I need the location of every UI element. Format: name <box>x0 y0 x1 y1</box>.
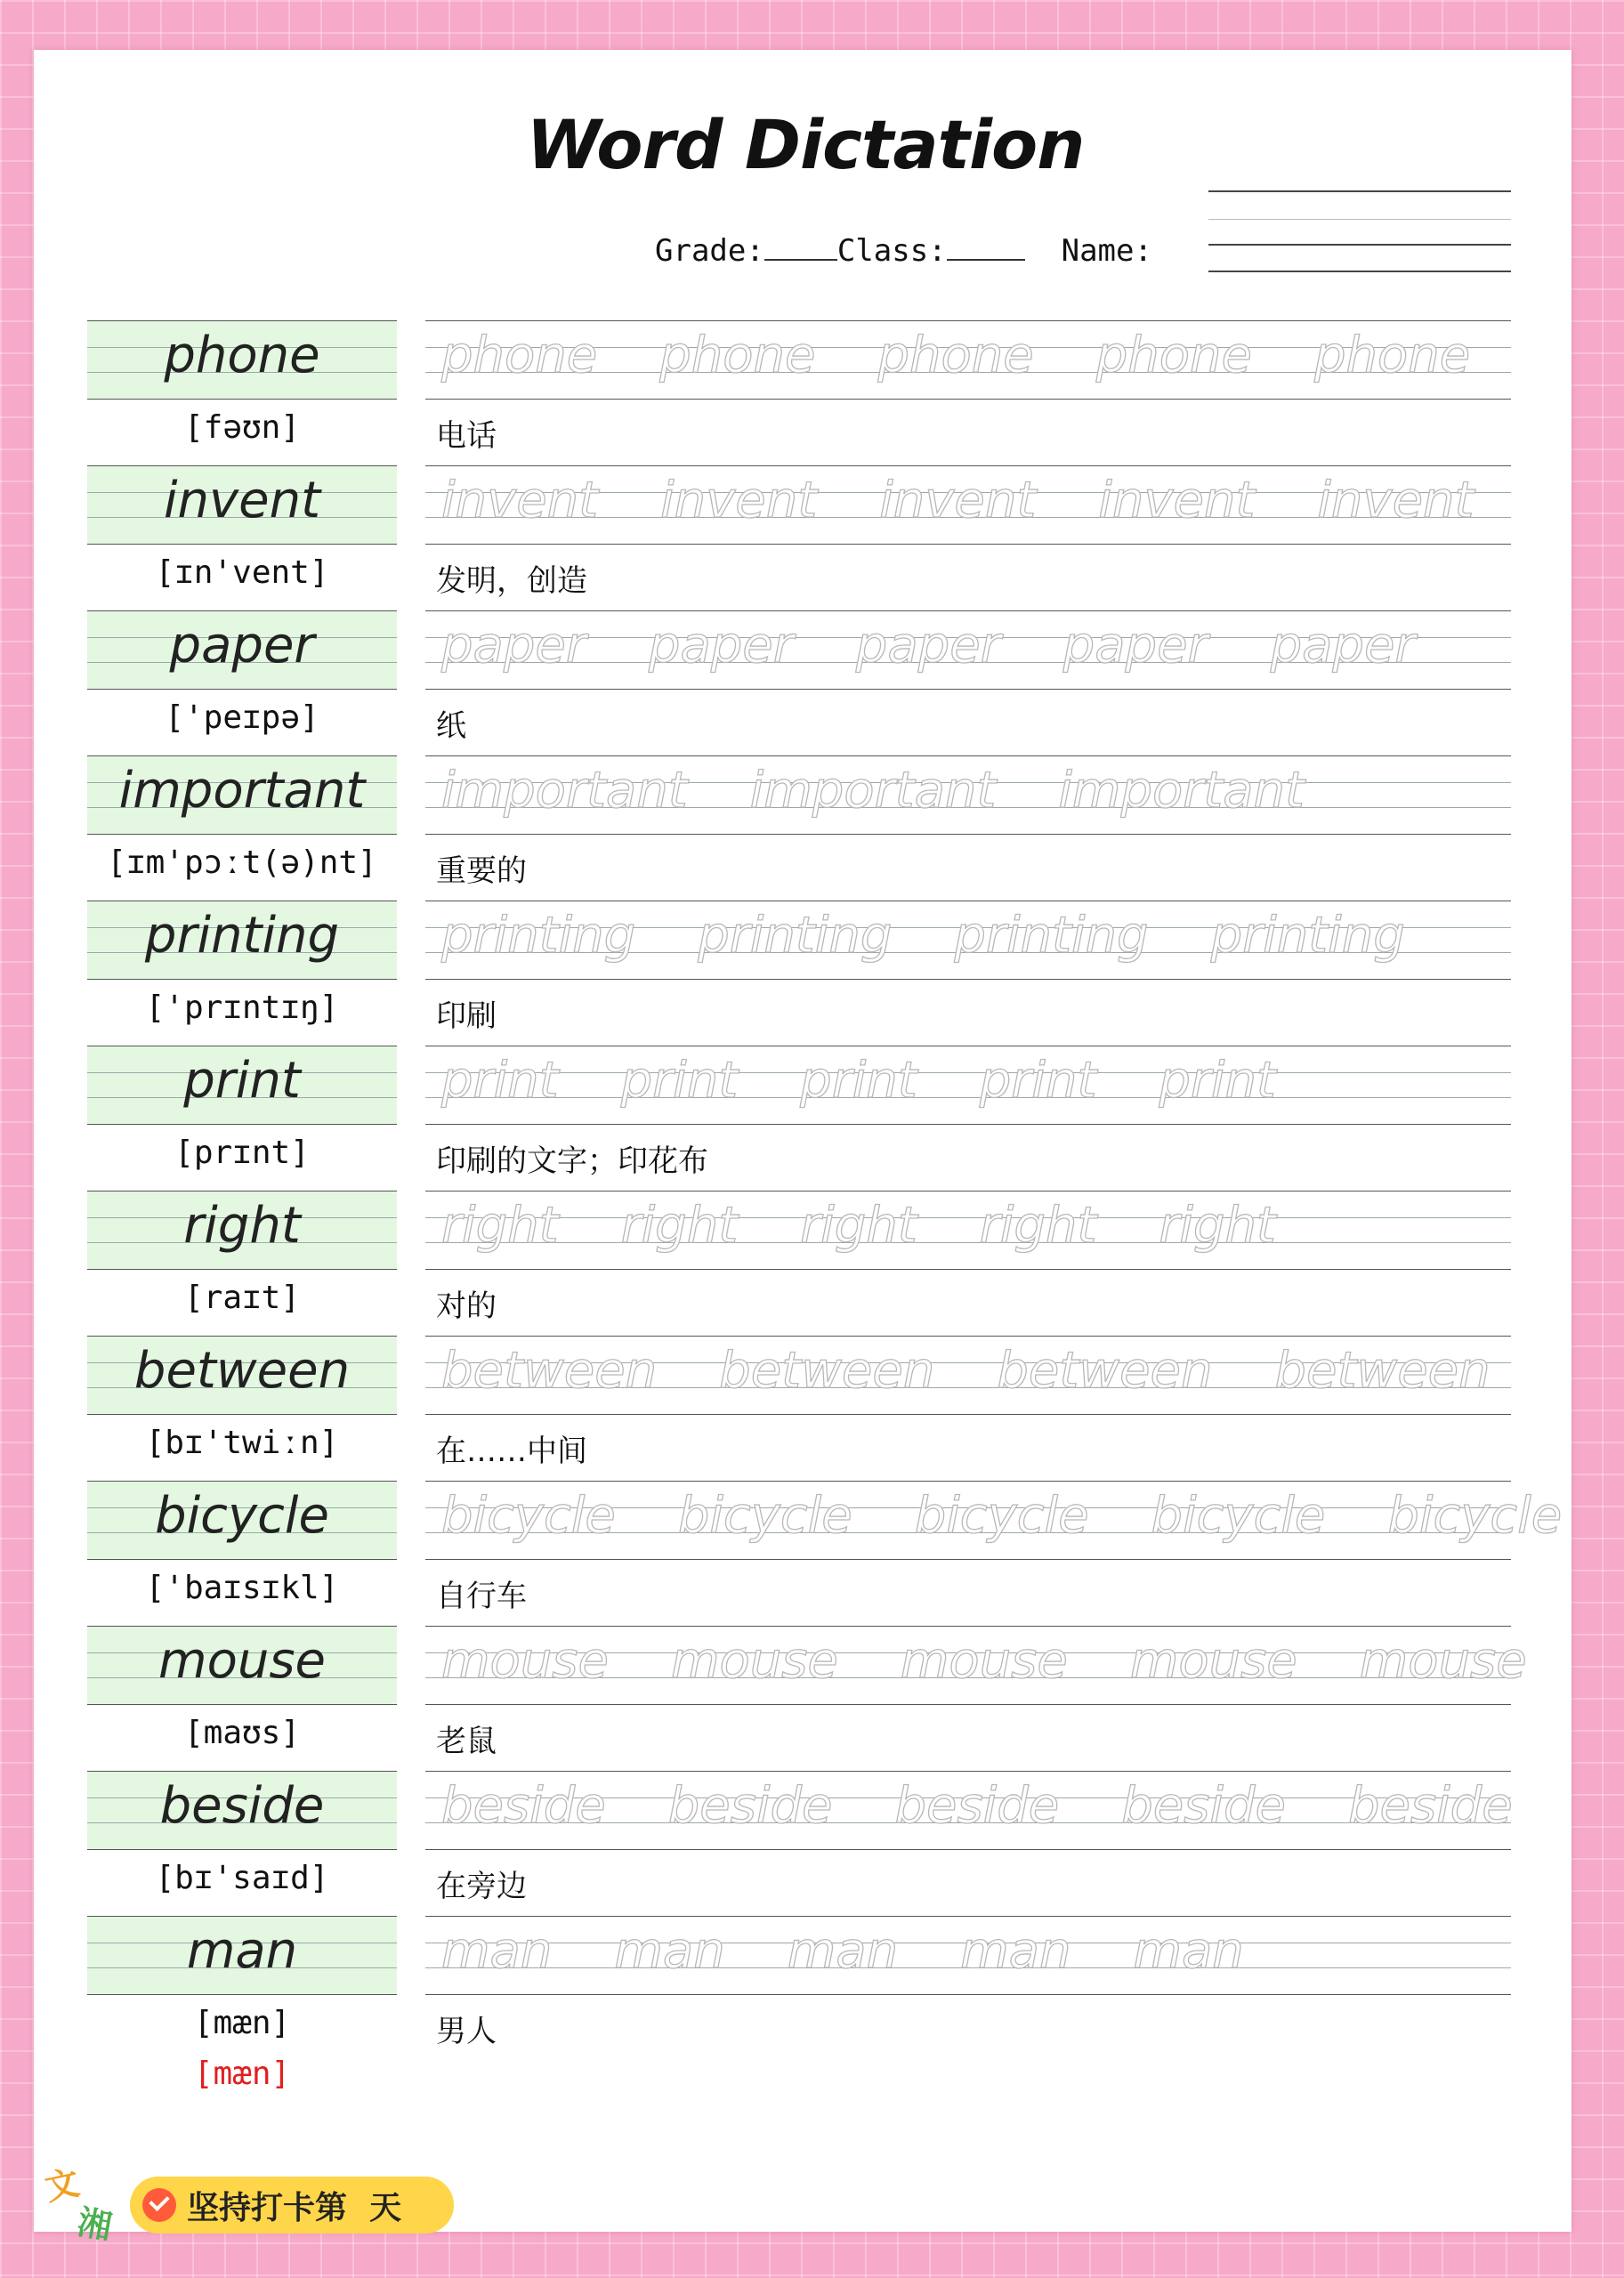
logo-char-1: 文 <box>41 2161 83 2209</box>
practice-guide-line <box>425 1414 1511 1415</box>
tracing-words[interactable] <box>441 1919 1509 1983</box>
practice-guide-line <box>425 1849 1511 1850</box>
practice-guide-line <box>425 689 1511 690</box>
checkin-badge <box>130 2177 454 2234</box>
tracing-word: mouse <box>900 1632 1068 1690</box>
practice-guide-line <box>425 1269 1511 1270</box>
practice-guide-line <box>425 544 1511 545</box>
tracing-word: right <box>620 1197 739 1255</box>
meaning-text: 在……中间 <box>436 1434 587 1469</box>
tracing-word: printing <box>954 907 1149 965</box>
extra-phonetic: [mæn] <box>193 2056 291 2092</box>
word-row <box>0 1191 1611 1336</box>
tracing-word: between <box>441 1342 658 1400</box>
tracing-word: between <box>997 1342 1213 1400</box>
phonetic-text: ['prɪntɪŋ] <box>145 990 339 1026</box>
tracing-word: paper <box>648 617 794 675</box>
tracing-word: man <box>441 1922 553 1980</box>
tracing-words[interactable] <box>441 614 1509 678</box>
tracing-word: printing <box>698 907 893 965</box>
tracing-word: mouse <box>441 1632 609 1690</box>
check-circle-icon <box>142 2188 176 2222</box>
word-guide-line <box>87 834 397 835</box>
tracing-words[interactable] <box>441 904 1509 968</box>
tracing-words[interactable] <box>441 1774 1513 1838</box>
word-text: right <box>183 1197 301 1255</box>
checkin-badge-text: 坚持打卡第 天 <box>187 2189 402 2226</box>
practice-guide-line <box>425 1124 1511 1125</box>
tracing-word: print <box>800 1052 917 1110</box>
word-guide-line <box>87 1704 397 1705</box>
practice-guide-line <box>425 399 1511 400</box>
word-text: man <box>186 1922 298 1980</box>
tracing-word: right <box>441 1197 559 1255</box>
tracing-word: bicycle <box>677 1487 852 1545</box>
tracing-word: print <box>1159 1052 1276 1110</box>
word-text: important <box>118 762 366 820</box>
tracing-word: mouse <box>1129 1632 1297 1690</box>
word-text: bicycle <box>155 1487 329 1545</box>
meaning-text: 印刷 <box>436 998 497 1034</box>
tracing-word: important <box>749 762 997 820</box>
name-label: Name: <box>1061 233 1152 269</box>
practice-guide-line <box>425 834 1511 835</box>
practice-guide-line <box>425 610 1511 611</box>
word-text: phone <box>164 327 320 384</box>
word-text: print <box>183 1052 301 1110</box>
meaning-text: 在旁边 <box>436 1869 527 1904</box>
word-row <box>0 1626 1611 1771</box>
word-guide-line <box>87 1124 397 1125</box>
tracing-word: right <box>1159 1197 1276 1255</box>
tracing-word: beside <box>441 1777 606 1835</box>
phonetic-text: [ɪm'pɔːt(ə)nt] <box>107 844 377 881</box>
tracing-word: paper <box>855 617 1001 675</box>
tracing-word: bicycle <box>1387 1487 1563 1545</box>
class-blank[interactable] <box>947 236 1025 261</box>
practice-guide-line <box>425 1559 1511 1560</box>
meaning-text: 电话 <box>436 418 497 454</box>
word-guide-line <box>87 1336 397 1337</box>
tracing-word: invent <box>1098 472 1256 529</box>
word-row <box>0 901 1611 1046</box>
meaning-text: 男人 <box>436 2014 497 2049</box>
practice-guide-line <box>425 979 1511 980</box>
tracing-words[interactable] <box>441 1049 1509 1113</box>
practice-guide-line <box>425 1994 1511 1995</box>
tracing-word: invent <box>1317 472 1475 529</box>
word-guide-line <box>87 1771 397 1772</box>
phonetic-text: [maʊs] <box>183 1715 301 1751</box>
word-text: invent <box>163 472 321 529</box>
tracing-word: paper <box>1062 617 1208 675</box>
meaning-text: 发明，创造 <box>436 563 587 599</box>
word-text: beside <box>159 1777 325 1835</box>
meaning-text: 重要的 <box>436 853 527 889</box>
word-guide-line <box>87 320 397 321</box>
grade-label: Grade: <box>655 233 764 269</box>
word-row <box>0 320 1611 465</box>
meaning-text: 印刷的文字；印花布 <box>436 1143 708 1179</box>
tracing-word: phone <box>659 327 816 384</box>
phonetic-text: ['peɪpə] <box>165 699 319 736</box>
phonetic-text: [ɪn'vent] <box>155 554 329 591</box>
tracing-word: paper <box>1270 617 1416 675</box>
tracing-word: bicycle <box>914 1487 1089 1545</box>
word-text: mouse <box>158 1632 326 1690</box>
word-row <box>0 755 1611 901</box>
practice-guide-line <box>425 1771 1511 1772</box>
practice-guide-line <box>425 1704 1511 1705</box>
phonetic-text: [bɪ'saɪd] <box>155 1860 329 1896</box>
word-guide-line <box>87 1849 397 1850</box>
meaning-text: 纸 <box>436 708 466 744</box>
practice-guide-line <box>425 1481 1511 1482</box>
phonetic-text: ['baɪsɪkl] <box>145 1570 339 1606</box>
phonetic-text: [bɪ'twiːn] <box>145 1425 339 1461</box>
tracing-word: invent <box>879 472 1037 529</box>
tracing-word: bicycle <box>1151 1487 1326 1545</box>
tracing-word: mouse <box>1359 1632 1527 1690</box>
word-guide-line <box>87 1994 397 1995</box>
practice-guide-line <box>425 1336 1511 1337</box>
grade-blank[interactable] <box>764 236 837 261</box>
tracing-word: invent <box>441 472 599 529</box>
word-guide-line <box>87 1269 397 1270</box>
word-guide-line <box>87 979 397 980</box>
word-row <box>0 1481 1611 1626</box>
word-guide-line <box>87 1191 397 1192</box>
tracing-word: print <box>979 1052 1097 1110</box>
word-guide-line <box>87 1414 397 1415</box>
phonetic-text: [raɪt] <box>183 1280 301 1316</box>
student-info <box>655 233 1152 269</box>
word-guide-line <box>87 1916 397 1917</box>
practice-guide-line <box>425 465 1511 466</box>
practice-guide-line <box>425 1626 1511 1627</box>
tracing-words[interactable] <box>441 1339 1509 1403</box>
practice-guide-line <box>425 1191 1511 1192</box>
word-guide-line <box>87 544 397 545</box>
practice-guide-line <box>425 755 1511 756</box>
tracing-word: man <box>960 1922 1071 1980</box>
tracing-word: phone <box>1314 327 1471 384</box>
meaning-text: 老鼠 <box>436 1724 497 1759</box>
word-text: printing <box>144 907 340 965</box>
tracing-word: print <box>441 1052 559 1110</box>
tracing-word: beside <box>1121 1777 1286 1835</box>
word-text: paper <box>169 617 315 675</box>
tracing-words[interactable] <box>441 469 1509 533</box>
tracing-words[interactable] <box>441 759 1509 823</box>
word-row <box>0 1336 1611 1481</box>
word-text: between <box>133 1342 351 1400</box>
logo <box>41 2158 119 2247</box>
tracing-word: mouse <box>670 1632 838 1690</box>
tracing-word: beside <box>894 1777 1060 1835</box>
tracing-word: beside <box>667 1777 833 1835</box>
tracing-word: phone <box>441 327 598 384</box>
tracing-word: invent <box>660 472 818 529</box>
tracing-word: important <box>1058 762 1305 820</box>
meaning-text: 自行车 <box>436 1579 527 1614</box>
class-label: Class: <box>836 233 947 269</box>
word-guide-line <box>87 755 397 756</box>
page-title: Word Dictation <box>526 105 1085 184</box>
tracing-word: important <box>441 762 688 820</box>
word-guide-line <box>87 399 397 400</box>
word-guide-line <box>87 610 397 611</box>
phonetic-text: [mæn] <box>193 2005 291 2041</box>
tracing-word: beside <box>1347 1777 1513 1835</box>
word-row <box>0 1046 1611 1191</box>
word-guide-line <box>87 1559 397 1560</box>
tracing-word: printing <box>441 907 636 965</box>
tracing-word: phone <box>877 327 1034 384</box>
tracing-word: between <box>719 1342 935 1400</box>
tracing-word: phone <box>1095 327 1252 384</box>
tracing-word: man <box>614 1922 725 1980</box>
phonetic-text: [fəʊn] <box>183 409 301 446</box>
tracing-word: right <box>800 1197 917 1255</box>
tracing-words[interactable] <box>441 1629 1527 1693</box>
word-guide-line <box>87 689 397 690</box>
phonetic-text: [prɪnt] <box>174 1135 310 1171</box>
tracing-word: bicycle <box>441 1487 616 1545</box>
word-guide-line <box>87 1626 397 1627</box>
tracing-word: man <box>1133 1922 1244 1980</box>
word-row <box>0 465 1611 610</box>
practice-guide-line <box>425 320 1511 321</box>
tracing-word: right <box>979 1197 1097 1255</box>
meaning-text: 对的 <box>436 1288 497 1324</box>
tracing-word: paper <box>441 617 586 675</box>
tracing-word: between <box>1274 1342 1491 1400</box>
tracing-word: print <box>620 1052 739 1110</box>
word-guide-line <box>87 465 397 466</box>
word-guide-line <box>87 1481 397 1482</box>
word-row <box>0 1916 1611 2061</box>
practice-guide-line <box>425 1916 1511 1917</box>
tracing-words[interactable] <box>441 1484 1563 1548</box>
tracing-words[interactable] <box>441 324 1509 388</box>
tracing-words[interactable] <box>441 1194 1509 1258</box>
tracing-word: man <box>787 1922 899 1980</box>
word-row <box>0 610 1611 755</box>
word-row <box>0 1771 1611 1916</box>
logo-char-2: 湘 <box>74 2201 116 2247</box>
tracing-word: printing <box>1210 907 1405 965</box>
